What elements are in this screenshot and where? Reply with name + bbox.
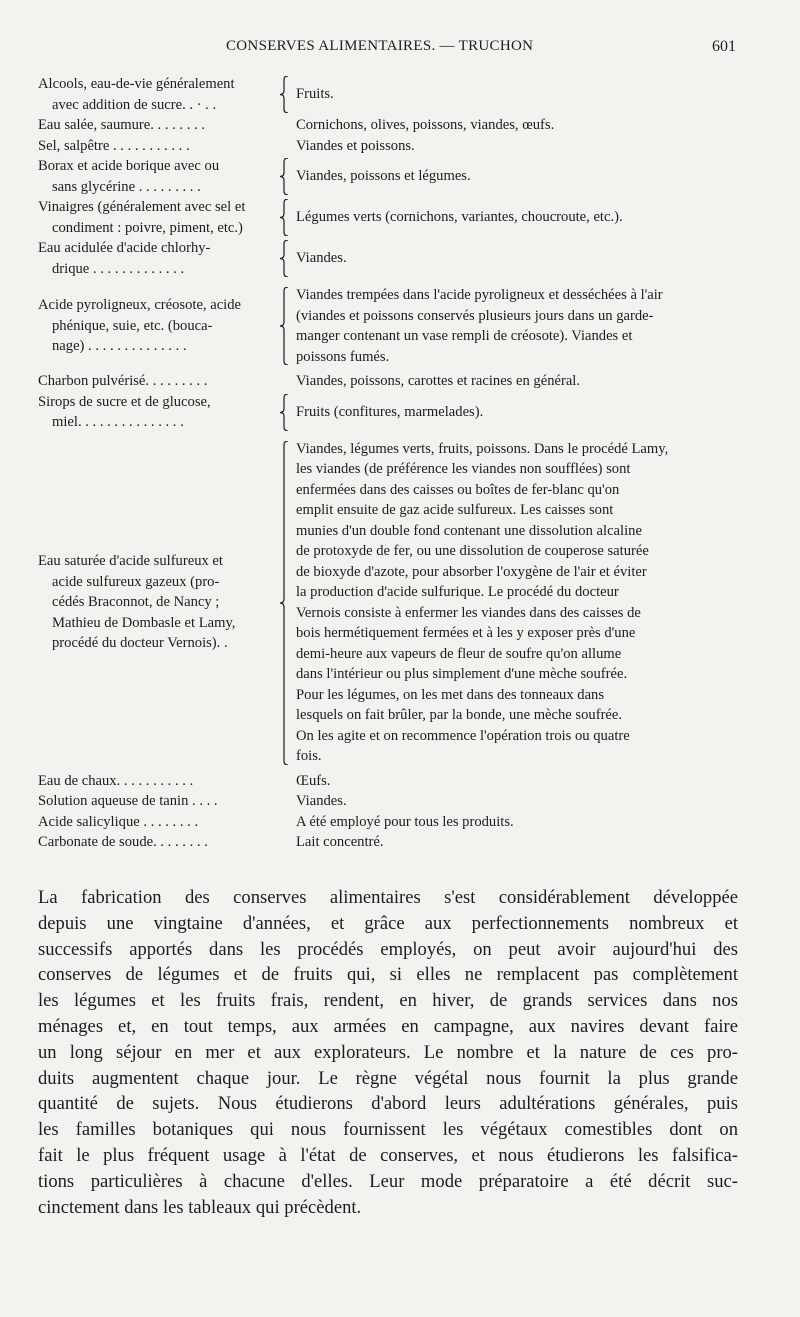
product-cell xyxy=(292,166,758,187)
preservatives-table xyxy=(38,74,758,853)
product-line: munies d'un double fond contenant une dissolution alcaline xyxy=(296,522,642,539)
product-line: Œufs. xyxy=(296,772,331,789)
page-number: 601 xyxy=(712,38,736,55)
paragraph-line: un long séjour en mer et aux explorateurs. Le nombre et la nature de ces pro- xyxy=(38,1041,738,1063)
brace xyxy=(278,136,292,157)
product-line: Fruits (confitures, marmelades). xyxy=(296,403,484,420)
substance-line: Eau salée, saumure. . . . . . . . xyxy=(38,117,205,133)
running-title: CONSERVES ALIMENTAIRES. — TRUCHON xyxy=(226,38,534,54)
substance-line: miel. . . . . . . . . . . . . . . xyxy=(52,414,184,430)
substance-cell xyxy=(38,115,278,136)
substance-line: Acide salicylique . . . . . . . . xyxy=(38,813,199,830)
product-cell xyxy=(292,84,758,105)
substance-line: drique . . . . . . . . . . . . . xyxy=(52,260,185,277)
paragraph-line: quantité de sujets. Nous étudierons d'abord leurs adultérations générales, puis xyxy=(38,1093,738,1115)
product-line: Vernois consiste à enfermer les viandes dans des caisses de xyxy=(296,604,641,621)
substance-line: phénique, suie, etc. (bouca- xyxy=(52,317,213,334)
product-cell xyxy=(292,771,758,792)
product-line: Viandes. xyxy=(296,793,347,809)
substance-cell xyxy=(38,371,278,392)
paragraph-line: duits augmentent chaque jour. Le règne végétal nous fournit la plus grande xyxy=(38,1067,738,1089)
product-cell xyxy=(292,285,758,367)
product-line: enfermées dans des caisses ou boîtes de fer-blanc qu'on xyxy=(296,481,620,498)
product-line: poissons fumés. xyxy=(296,348,390,365)
product-line: Viandes trempées dans l'acide pyroligneux et desséchées à l'air xyxy=(296,287,663,303)
product-line: Viandes, poissons et légumes. xyxy=(296,168,471,185)
table-row xyxy=(38,371,758,392)
substance-line: Vinaigres (généralement avec sel et xyxy=(38,199,246,215)
substance-line: Carbonate de soude. . . . . . . . xyxy=(38,834,208,850)
substance-cell xyxy=(38,832,278,853)
substance-line: Eau acidulée d'acide chlorhy- xyxy=(38,240,211,256)
product-cell xyxy=(292,136,758,157)
paragraph-line: fait le plus fréquent usage à l'état de conserves, et nous étudierons les falsifica- xyxy=(38,1144,738,1166)
brace xyxy=(278,238,292,279)
product-line: Lait concentré. xyxy=(296,834,384,850)
substance-line: procédé du docteur Vernois). . xyxy=(52,635,228,652)
brace xyxy=(278,791,292,812)
table-row xyxy=(38,285,758,367)
brace xyxy=(278,197,292,238)
product-line: Viandes. xyxy=(296,250,347,267)
substance-line: Eau de chaux. . . . . . . . . . . xyxy=(38,772,194,789)
substance-line: Eau saturée d'acide sulfureux et xyxy=(38,553,223,570)
substance-line: Mathieu de Dombasle et Lamy, xyxy=(52,614,236,631)
table-row xyxy=(38,832,758,853)
paragraph-line: La fabrication des conserves alimentaires s'est considérablement développée xyxy=(38,887,738,908)
substance-line: Sel, salpêtre . . . . . . . . . . . xyxy=(38,137,190,154)
product-line: bois hermétiquement fermées et à les y exposer près d'une xyxy=(296,625,636,641)
product-cell xyxy=(292,812,758,833)
product-line: Viandes, poissons, carottes et racines en général. xyxy=(296,373,581,389)
table-row xyxy=(38,392,758,433)
brace xyxy=(278,74,292,115)
paragraph-line: tions particulières à chacune d'elles. Leur mode préparatoire a été décrit suc- xyxy=(38,1170,738,1192)
table-row xyxy=(38,812,758,833)
substance-line: Sirops de sucre et de glucose, xyxy=(38,393,211,410)
substance-line: cédés Braconnot, de Nancy ; xyxy=(52,594,220,611)
substance-cell xyxy=(38,238,278,279)
table-row xyxy=(38,136,758,157)
substance-line: Acide pyroligneux, créosote, acide xyxy=(38,297,242,314)
brace xyxy=(278,812,292,833)
product-cell xyxy=(292,402,758,423)
paragraph-line: successifs apportés dans les procédés employés, on peut avoir aujourd'hui des xyxy=(38,938,738,960)
product-line: de bioxyde d'azote, pour absorber l'oxygène de l'air et éviter xyxy=(296,563,647,580)
paragraph-line: cinctement dans les tableaux qui précèdent. xyxy=(38,1196,362,1218)
product-line: Pour les légumes, on les met dans des tonneaux dans xyxy=(296,686,605,703)
brace xyxy=(278,115,292,136)
product-line: manger contenant un vase rempli de créosote). Viandes et xyxy=(296,328,633,344)
product-line: Cornichons, olives, poissons, viandes, œufs. xyxy=(296,117,555,133)
product-line: emplit ensuite de gaz acide sulfureux. Les caisses sont xyxy=(296,502,614,518)
product-line: la production d'acide sulfurique. Le procédé du docteur xyxy=(296,584,619,600)
substance-line: acide sulfureux gazeux (pro- xyxy=(52,573,220,590)
table-row xyxy=(38,771,758,792)
substance-line: Solution aqueuse de tanin . . . . xyxy=(38,793,218,809)
substance-cell xyxy=(38,551,278,654)
product-line: lesquels on fait brûler, par la bonde, une mèche soufrée. xyxy=(296,707,623,723)
table-row xyxy=(38,74,758,115)
table-row xyxy=(38,238,758,279)
brace xyxy=(278,771,292,792)
brace xyxy=(278,832,292,853)
body-paragraph xyxy=(38,885,738,1220)
substance-line: Charbon pulvérisé. . . . . . . . . xyxy=(38,373,208,389)
product-line: Viandes, légumes verts, fruits, poissons. Dans le procédé Lamy, xyxy=(296,440,669,457)
brace xyxy=(278,156,292,197)
substance-cell xyxy=(38,295,278,357)
table-row xyxy=(38,115,758,136)
product-line: On les agite et on recommence l'opération trois ou quatre xyxy=(296,727,630,744)
product-line: Fruits. xyxy=(296,86,334,103)
substance-cell xyxy=(38,197,278,238)
substance-cell xyxy=(38,771,278,792)
substance-cell xyxy=(38,392,278,433)
paragraph-line: les légumes et les fruits frais, rendent, en hiver, de grands services dans nos xyxy=(38,990,738,1012)
table-row xyxy=(38,439,758,767)
substance-cell xyxy=(38,791,278,812)
paragraph-line: ménages et, en tout temps, aux armées en campagne, aux navires devant faire xyxy=(38,1015,738,1037)
product-cell xyxy=(292,248,758,269)
substance-cell xyxy=(38,136,278,157)
paragraph-line: conserves de légumes et de fruits qui, si elles ne remplacent pas complètement xyxy=(38,964,738,986)
product-cell xyxy=(292,439,758,767)
product-cell xyxy=(292,371,758,392)
substance-line: Borax et acide borique avec ou xyxy=(38,158,220,174)
product-cell xyxy=(292,115,758,136)
product-line: les viandes (de préférence les viandes non soufflées) sont xyxy=(296,461,631,477)
substance-line: sans glycérine . . . . . . . . . xyxy=(52,178,201,195)
product-line: dans l'intérieur ou plus simplement d'une mèche soufrée. xyxy=(296,666,628,682)
product-cell xyxy=(292,207,758,228)
product-line: demi-heure aux vapeurs de fleur de soufre qu'on allume xyxy=(296,645,622,662)
product-cell xyxy=(292,791,758,812)
substance-line: nage) . . . . . . . . . . . . . . xyxy=(52,338,187,355)
substance-cell xyxy=(38,74,278,115)
product-line: Viandes et poissons. xyxy=(296,137,415,154)
paragraph-line: les familles botaniques qui nous fournissent les végétaux comestibles dont on xyxy=(38,1119,738,1141)
substance-line: condiment : poivre, piment, etc.) xyxy=(52,219,243,236)
brace xyxy=(278,439,292,767)
table-row xyxy=(38,791,758,812)
table-row xyxy=(38,197,758,238)
product-line: Légumes verts (cornichons, variantes, choucroute, etc.). xyxy=(296,209,623,226)
substance-cell xyxy=(38,156,278,197)
table-row xyxy=(38,156,758,197)
substance-line: Alcools, eau-de-vie généralement xyxy=(38,76,235,92)
product-line: fois. xyxy=(296,748,322,764)
paragraph-line: depuis une vingtaine d'années, et grâce aux perfectionnements nombreux et xyxy=(38,912,738,934)
product-line: (viandes et poissons conservés plusieurs jours dans un garde- xyxy=(296,307,654,324)
product-cell xyxy=(292,832,758,853)
brace xyxy=(278,392,292,433)
product-line: de protoxyde de fer, ou une dissolution de couperose saturée xyxy=(296,543,649,559)
page-header xyxy=(0,38,800,62)
substance-cell xyxy=(38,812,278,833)
brace xyxy=(278,285,292,367)
brace xyxy=(278,371,292,392)
product-line: A été employé pour tous les produits. xyxy=(296,813,514,830)
substance-line: avec addition de sucre. . · . . xyxy=(52,96,217,113)
